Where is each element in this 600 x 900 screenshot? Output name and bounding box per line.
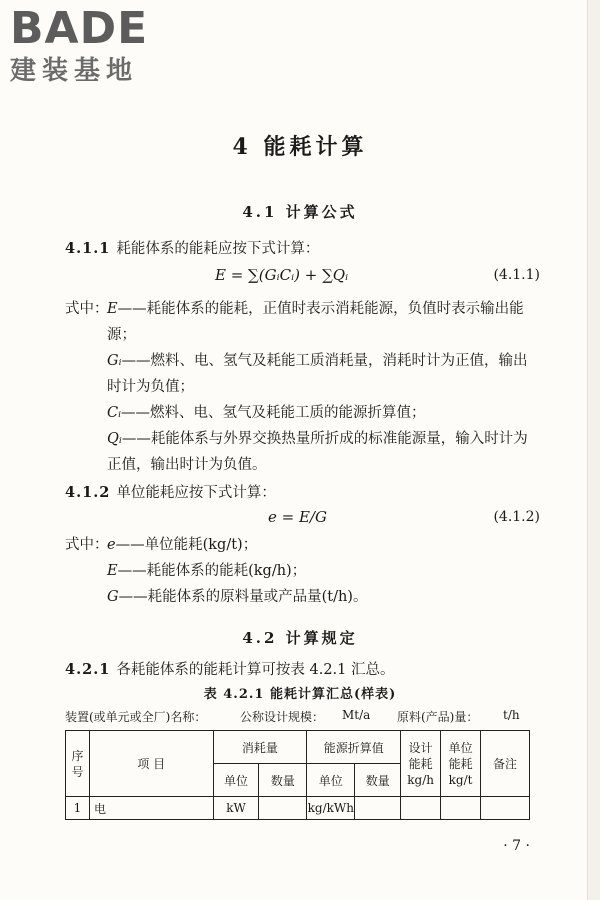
header-item: 项 目 (89, 731, 213, 797)
meta-capacity: 公称设计规模： (240, 710, 325, 724)
row-design (401, 797, 441, 820)
meta-feed: 原料(产品)量： (397, 710, 479, 724)
symbol: E (107, 301, 118, 317)
definition-text: ——耗能体系的能耗，正值时表示消耗能源，负值时表示输出能源； (107, 301, 524, 343)
logo-main-text: BADE (10, 3, 149, 54)
formula-4-1-2: e = E/G (268, 508, 327, 526)
def-q (65, 426, 535, 478)
sub-unit-1: 单位 (213, 764, 259, 797)
meta-capacity-unit: Mt/a (342, 708, 371, 722)
symbol: Cᵢ (107, 405, 122, 421)
def-e (65, 296, 535, 348)
definition-text: ——耗能体系的原料量或产品量(t/h)。 (118, 589, 368, 605)
clause-4-1-1 (65, 239, 319, 259)
clause-4-1-2 (65, 483, 276, 503)
row-remark (481, 797, 530, 820)
definition-block-1 (65, 296, 535, 478)
def-g-big (65, 584, 535, 610)
def-g (65, 348, 535, 400)
clause-number: 4.2.1 (65, 661, 111, 678)
sub-qty-1: 数量 (259, 764, 307, 797)
meta-unit-name: 装置(或单元或全厂)名称： (65, 710, 207, 724)
logo (10, 3, 180, 88)
clause-text: 耗能体系的能耗应按下式计算： (116, 241, 320, 257)
logo-sub-text: 建装基地 (10, 56, 139, 86)
formula-4-1-1: E = ∑(GᵢCᵢ) + ∑Qᵢ (215, 266, 349, 284)
table-caption: 表 4.2.1 能耗计算汇总(样表) (203, 687, 397, 702)
meta-feed-unit: t/h (503, 708, 520, 722)
symbol: Qᵢ (107, 431, 122, 447)
clause-number: 4.1.1 (65, 240, 111, 257)
equation-number-4-1-1: (4.1.1) (493, 267, 540, 283)
header-design-energy: 设计能耗 kg/h (401, 731, 441, 797)
def-c (65, 400, 535, 426)
def-e-small (65, 532, 535, 558)
clause-text: 各耗能体系的能耗计算可按表 4.2.1 汇总。 (116, 662, 395, 678)
symbol: G (107, 589, 119, 605)
clause-text: 单位能耗应按下式计算： (116, 485, 276, 501)
row-seq: 1 (66, 797, 90, 820)
symbol: E (107, 563, 118, 579)
chapter-title: 4 能耗计算 (232, 134, 368, 160)
clause-4-2-1 (65, 660, 395, 680)
definition-block-2 (65, 532, 535, 610)
definition-text: ——耗能体系与外界交换热量所折成的标准能源量，输入时计为正值，输出时计为负值。 (107, 431, 528, 473)
where-label: 式中： (65, 537, 109, 553)
section-title-4-2: 4.2 计算规定 (242, 629, 358, 647)
row-unit-energy (441, 797, 481, 820)
header-conversion: 能源折算值 (307, 731, 401, 764)
row-unit: kW (213, 797, 259, 820)
def-e-big (65, 558, 535, 584)
definition-text: ——耗能体系的能耗(kg/h)； (117, 563, 307, 579)
definition-text: ——燃料、电、氢气及耗能工质消耗量，消耗时计为正值，输出时计为负值； (107, 353, 528, 395)
row-item: 电 (89, 797, 213, 820)
table-row (66, 797, 530, 820)
header-remark: 备注 (481, 731, 530, 797)
clause-number: 4.1.2 (65, 484, 111, 501)
page-number: · 7 · (503, 838, 530, 854)
section-title-4-1: 4.1 计算公式 (242, 203, 358, 221)
header-unit-energy: 单位能耗 kg/t (441, 731, 481, 797)
sub-qty-2: 数量 (355, 764, 401, 797)
sub-unit-2: 单位 (307, 764, 355, 797)
header-consumption: 消耗量 (213, 731, 307, 764)
row-conv-qty (355, 797, 401, 820)
row-qty (259, 797, 307, 820)
symbol: e (107, 537, 116, 553)
row-conv-unit: kg/kWh (307, 797, 355, 820)
definition-text: ——燃料、电、氢气及耗能工质的能源折算值； (121, 405, 426, 421)
where-label: 式中： (65, 301, 109, 317)
equation-number-4-1-2: (4.1.2) (493, 509, 540, 525)
header-seq: 序号 (66, 731, 90, 797)
definition-text: ——单位能耗(kg/t)； (115, 537, 258, 553)
symbol: Gᵢ (107, 353, 122, 369)
energy-table (65, 730, 530, 820)
